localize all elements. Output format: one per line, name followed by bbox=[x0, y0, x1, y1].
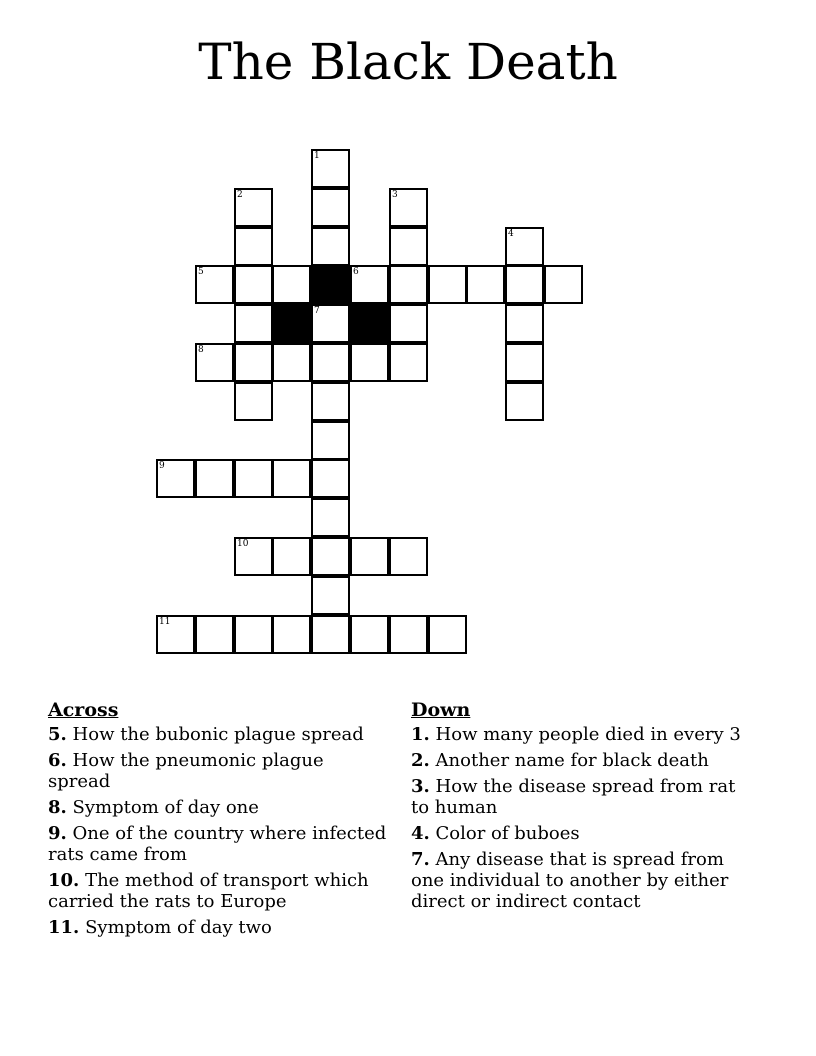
clue-number: 5. bbox=[48, 724, 67, 745]
clue-text: One of the country where infected rats came from bbox=[48, 823, 387, 865]
grid-cell[interactable] bbox=[505, 227, 544, 266]
down-clue bbox=[411, 776, 751, 818]
black-square bbox=[311, 265, 350, 304]
grid-cell[interactable] bbox=[234, 382, 273, 421]
grid-cell[interactable] bbox=[389, 265, 428, 304]
grid-cell[interactable] bbox=[389, 615, 428, 654]
grid-cell[interactable] bbox=[311, 227, 350, 266]
cell-number: 5 bbox=[198, 267, 204, 277]
grid-cell[interactable] bbox=[311, 188, 350, 227]
grid-cell[interactable] bbox=[311, 304, 350, 343]
across-heading: Across bbox=[48, 699, 119, 721]
grid-cell[interactable] bbox=[311, 421, 350, 460]
grid-cell[interactable] bbox=[544, 265, 583, 304]
grid-cell[interactable] bbox=[234, 459, 273, 498]
grid-cell[interactable] bbox=[195, 265, 234, 304]
grid-cell[interactable] bbox=[505, 265, 544, 304]
grid-cell[interactable] bbox=[389, 304, 428, 343]
grid-cell[interactable] bbox=[156, 615, 195, 654]
grid-cell[interactable] bbox=[234, 615, 273, 654]
clue-text: Another name for black death bbox=[435, 750, 709, 771]
cell-number: 10 bbox=[237, 539, 249, 549]
grid-cell[interactable] bbox=[195, 615, 234, 654]
black-square bbox=[272, 304, 311, 343]
down-clues bbox=[411, 700, 751, 917]
clue-text: How many people died in every 3 bbox=[435, 724, 741, 745]
grid-cell[interactable] bbox=[389, 227, 428, 266]
clue-text: Color of buboes bbox=[435, 823, 580, 844]
grid-cell[interactable] bbox=[311, 149, 350, 188]
clue-text: How the pneumonic plague spread bbox=[48, 750, 324, 792]
grid-cell[interactable] bbox=[311, 382, 350, 421]
clue-number: 6. bbox=[48, 750, 67, 771]
grid-cell[interactable] bbox=[505, 382, 544, 421]
grid-cell[interactable] bbox=[428, 615, 467, 654]
grid-cell[interactable] bbox=[389, 343, 428, 382]
cell-number: 3 bbox=[392, 190, 398, 200]
clue-number: 4. bbox=[411, 823, 430, 844]
clue-text: The method of transport which carried the rats to Europe bbox=[48, 870, 369, 912]
cell-number: 1 bbox=[314, 151, 320, 161]
across-clue bbox=[48, 870, 388, 912]
cell-number: 2 bbox=[237, 190, 243, 200]
clue-text: How the disease spread from rat to human bbox=[411, 776, 736, 818]
clue-text: Any disease that is spread from one individual to another by either direct or indirect contact bbox=[411, 849, 729, 912]
grid-cell[interactable] bbox=[272, 459, 311, 498]
cell-number: 8 bbox=[198, 345, 204, 355]
grid-cell[interactable] bbox=[466, 265, 505, 304]
grid-cell[interactable] bbox=[272, 537, 311, 576]
clue-text: How the bubonic plague spread bbox=[72, 724, 364, 745]
grid-cell[interactable] bbox=[234, 227, 273, 266]
down-heading: Down bbox=[411, 699, 471, 721]
clue-number: 3. bbox=[411, 776, 430, 797]
grid-cell[interactable] bbox=[311, 576, 350, 615]
grid-cell[interactable] bbox=[350, 537, 389, 576]
across-clue bbox=[48, 797, 388, 818]
cell-number: 11 bbox=[159, 617, 171, 627]
grid-cell[interactable] bbox=[195, 459, 234, 498]
grid-cell[interactable] bbox=[505, 304, 544, 343]
cell-number: 9 bbox=[159, 461, 165, 471]
clue-number: 9. bbox=[48, 823, 67, 844]
across-clue bbox=[48, 917, 388, 938]
grid-cell[interactable] bbox=[389, 537, 428, 576]
grid-cell[interactable] bbox=[272, 265, 311, 304]
clue-number: 10. bbox=[48, 870, 80, 891]
grid-cell[interactable] bbox=[311, 343, 350, 382]
down-clue bbox=[411, 724, 751, 745]
across-clues bbox=[48, 700, 388, 943]
clue-number: 2. bbox=[411, 750, 430, 771]
grid-cell[interactable] bbox=[311, 459, 350, 498]
across-clue bbox=[48, 750, 388, 792]
grid-cell[interactable] bbox=[195, 343, 234, 382]
down-clue bbox=[411, 849, 751, 912]
clue-number: 1. bbox=[411, 724, 430, 745]
grid-cell[interactable] bbox=[350, 615, 389, 654]
grid-cell[interactable] bbox=[311, 615, 350, 654]
page-title: The Black Death bbox=[198, 33, 618, 91]
grid-cell[interactable] bbox=[311, 498, 350, 537]
cell-number: 7 bbox=[314, 306, 320, 316]
across-clue bbox=[48, 724, 388, 745]
clue-number: 8. bbox=[48, 797, 67, 818]
grid-cell[interactable] bbox=[234, 265, 273, 304]
cell-number: 6 bbox=[353, 267, 359, 277]
grid-cell[interactable] bbox=[234, 188, 273, 227]
grid-cell[interactable] bbox=[272, 343, 311, 382]
grid-cell[interactable] bbox=[234, 537, 273, 576]
across-clue bbox=[48, 823, 388, 865]
grid-cell[interactable] bbox=[311, 537, 350, 576]
down-clue bbox=[411, 823, 751, 844]
clue-number: 7. bbox=[411, 849, 430, 870]
grid-cell[interactable] bbox=[272, 615, 311, 654]
clue-number: 11. bbox=[48, 917, 80, 938]
clue-text: Symptom of day one bbox=[72, 797, 259, 818]
down-clue bbox=[411, 750, 751, 771]
grid-cell[interactable] bbox=[505, 343, 544, 382]
clue-text: Symptom of day two bbox=[85, 917, 272, 938]
grid-cell[interactable] bbox=[234, 343, 273, 382]
grid-cell[interactable] bbox=[350, 265, 389, 304]
grid-cell[interactable] bbox=[389, 188, 428, 227]
black-square bbox=[350, 304, 389, 343]
grid-cell[interactable] bbox=[156, 459, 195, 498]
grid-cell[interactable] bbox=[350, 343, 389, 382]
grid-cell[interactable] bbox=[428, 265, 467, 304]
grid-cell[interactable] bbox=[234, 304, 273, 343]
cell-number: 4 bbox=[508, 229, 514, 239]
